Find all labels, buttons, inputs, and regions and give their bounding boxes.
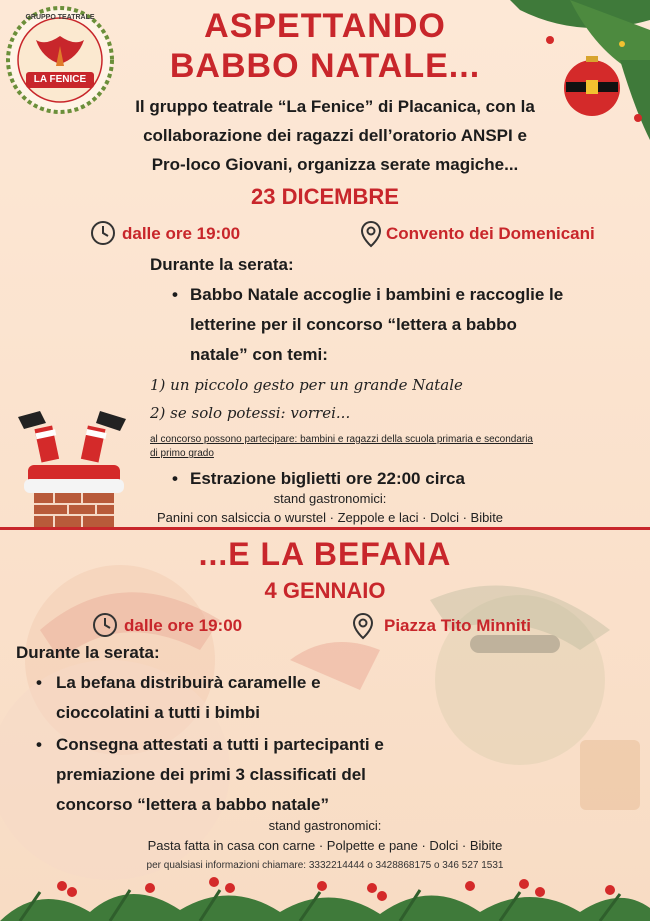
clock-icon	[90, 220, 116, 246]
rules-line: di primo grado	[150, 448, 214, 459]
bullet-line: La befana distribuirà caramelle e	[56, 673, 321, 692]
bullet-icon: •	[172, 285, 178, 304]
date-23-dicembre: 23 DICEMBRE	[251, 184, 399, 209]
stand-label: stand gastronomici:	[268, 818, 382, 833]
location-pin-icon	[360, 220, 382, 248]
rules-line: al concorso possono partecipare: bambini e ragazzi della scuola primaria e secondaria	[150, 434, 533, 445]
bullet-line: Consegna attestati a tutti i partecipanti e	[56, 735, 384, 754]
bullet-line: cioccolatini a tutti i bimbi	[56, 703, 261, 722]
bullet-line: Babbo Natale accoglie i bambini e raccoglie le	[190, 285, 564, 304]
intro-line: collaborazione dei ragazzi dell’oratorio ANSPI e	[143, 126, 527, 145]
during-label: Durante la serata:	[16, 643, 160, 662]
bullet-icon: •	[172, 469, 178, 488]
holly-garland-decoration	[0, 872, 650, 921]
bullet-line: letterine per il concorso “lettera a babbo	[190, 315, 517, 334]
logo-name: LA FENICE	[33, 74, 87, 85]
intro-text	[95, 92, 575, 179]
befana-bullet-2	[56, 730, 476, 820]
clock-icon	[92, 612, 118, 638]
title-line-2: BABBO NATALE...	[169, 47, 481, 85]
stand-items: Pasta fatta in casa con carne · Polpette e pane · Dolci · Bibite	[147, 838, 503, 853]
intro-line: Il gruppo teatrale “La Fenice” di Placanica, con la	[135, 97, 535, 116]
main-title	[150, 6, 500, 86]
befana-bullet-1	[56, 668, 456, 728]
logo-ring-text: GRUPPO TEATRALE	[25, 14, 95, 21]
title-line-1: ASPETTANDO	[204, 7, 446, 45]
intro-line: Pro-loco Giovani, organizza serate magiche...	[151, 155, 519, 174]
bullet-line: premiazione dei primi 3 classificati del	[56, 765, 366, 784]
during-label: Durante la serata:	[150, 255, 294, 274]
bullet-icon: •	[36, 735, 42, 754]
theme-2: 2) se solo potessi: vorrei...	[150, 404, 351, 422]
theme-1: 1) un piccolo gesto per un grande Natale	[150, 376, 463, 394]
stand-label: stand gastronomici:	[273, 491, 387, 506]
place-text: Convento dei Domenicani	[386, 224, 595, 243]
befana-title: ...E LA BEFANA	[198, 536, 452, 572]
time-text: dalle ore 19:00	[122, 224, 241, 243]
place-text: Piazza Tito Minniti	[384, 616, 532, 635]
section-divider	[0, 527, 650, 530]
date-4-gennaio: 4 GENNAIO	[264, 578, 386, 603]
bullet-icon: •	[36, 673, 42, 692]
bullet-1	[190, 280, 620, 370]
bullet-line: concorso “lettera a babbo natale”	[56, 795, 330, 814]
bullet-2: Estrazione biglietti ore 22:00 circa	[190, 469, 465, 488]
stand-items: Panini con salsiccia o wurstel · Zeppole e laci · Dolci · Bibite	[156, 510, 504, 525]
time-text: dalle ore 19:00	[124, 616, 243, 635]
bullet-line: natale” con temi:	[190, 345, 328, 364]
contacts-text: per qualsiasi informazioni chiamare: 3332214444 o 3428868175 o 346 527 1531	[146, 860, 504, 871]
contest-rules	[150, 433, 630, 461]
santa-chimney-illustration	[10, 405, 135, 530]
location-pin-icon	[352, 612, 374, 640]
